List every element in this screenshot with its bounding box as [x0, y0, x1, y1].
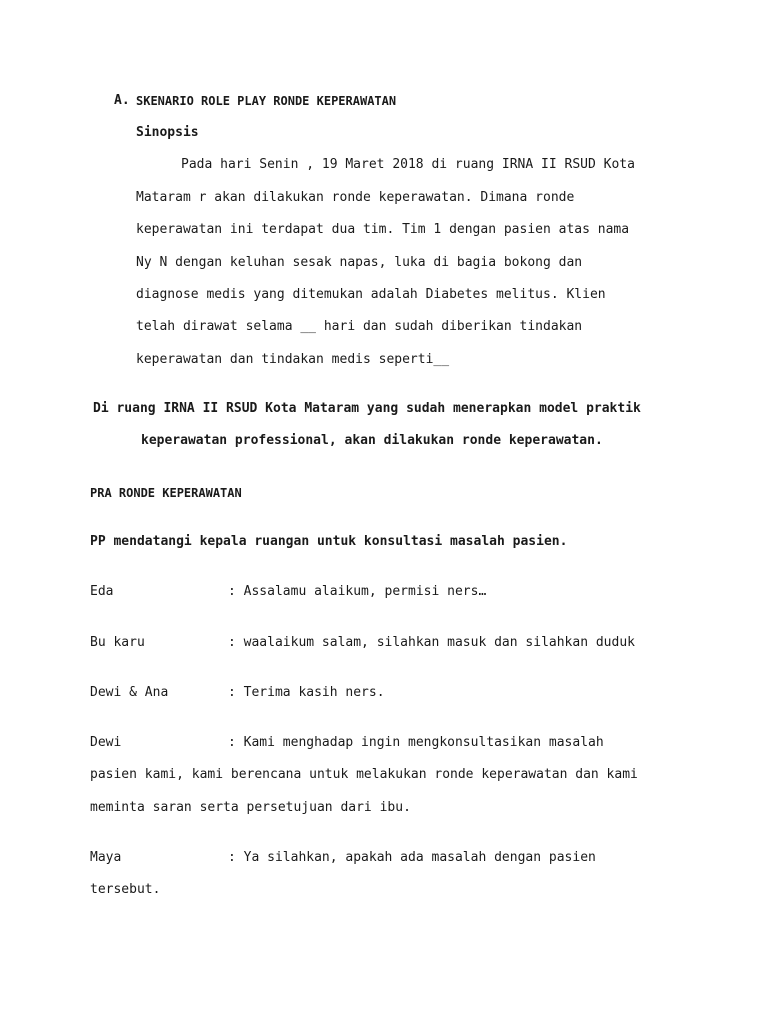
sinopsis-line: Pada hari Senin , 19 Maret 2018 di ruang IRNA II RSUD Kota [181, 157, 635, 172]
dialogue-continuation: pasien kami, kami berencana untuk melakukan ronde keperawatan dan kami [90, 767, 638, 782]
sinopsis-line: diagnose medis yang ditemukan adalah Diabetes melitus. Klien [136, 287, 606, 302]
sinopsis-line: keperawatan dan tindakan medis seperti__ [136, 352, 450, 367]
section-heading: PRA RONDE KEPERAWATAN [90, 486, 242, 500]
sinopsis-label: Sinopsis [136, 125, 199, 140]
dialogue-line [90, 685, 690, 701]
speaker-name: Maya [90, 850, 122, 865]
sinopsis-line: telah dirawat selama __ hari dan sudah diberikan tindakan [136, 319, 583, 334]
dialogue-text: : waalaikum salam, silahkan masuk dan silahkan duduk [228, 635, 635, 650]
dialogue-text: : Kami menghadap ingin mengkonsultasikan masalah [228, 735, 604, 750]
dialogue-line [90, 850, 690, 866]
speaker-name: Dewi & Ana [90, 685, 169, 700]
dialogue-text: : Assalamu alaikum, permisi ners… [228, 584, 487, 599]
scene-direction: PP mendatangi kepala ruangan untuk konsultasi masalah pasien. [90, 534, 568, 549]
sinopsis-line: Mataram r akan dilakukan ronde keperawatan. Dimana ronde [136, 190, 575, 205]
dialogue-text: : Ya silahkan, apakah ada masalah dengan pasien [228, 850, 596, 865]
page-title: SKENARIO ROLE PLAY RONDE KEPERAWATAN [136, 94, 397, 108]
sinopsis-line: keperawatan ini terdapat dua tim. Tim 1 dengan pasien atas nama [136, 222, 630, 237]
speaker-name: Bu karu [90, 635, 145, 650]
speaker-name: Eda [90, 584, 114, 599]
intro-line: Di ruang IRNA II RSUD Kota Mataram yang sudah menerapkan model praktik [93, 401, 641, 416]
dialogue-line [90, 735, 690, 751]
dialogue-line [90, 635, 690, 651]
dialogue-continuation: meminta saran serta persetujuan dari ibu. [90, 800, 411, 815]
speaker-name: Dewi [90, 735, 122, 750]
dialogue-line [90, 584, 690, 600]
dialogue-continuation: tersebut. [90, 882, 161, 897]
intro-line: keperawatan professional, akan dilakukan ronde keperawatan. [141, 433, 603, 448]
section-marker: A. [114, 93, 130, 108]
dialogue-text: : Terima kasih ners. [228, 685, 385, 700]
sinopsis-line: Ny N dengan keluhan sesak napas, luka di bagia bokong dan [136, 255, 583, 270]
